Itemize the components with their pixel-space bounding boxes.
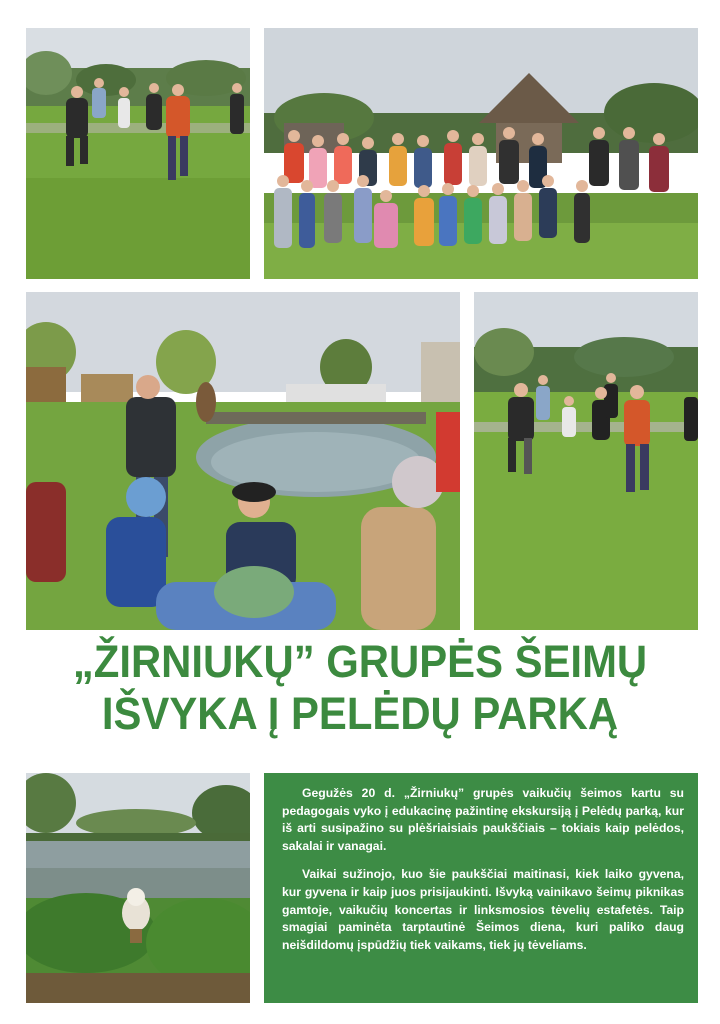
article-title: [0, 636, 720, 740]
article-paragraph-2: Vaikai sužinojo, kuo šie paukščiai maitinasi, kiek laiko gyvena, kur gyvena ir kaip juos prisijaukinti. Išvyką vainikavo šeimų piknikas gamtoje, vaikučių koncertas ir linksmosios tėvelių estafetės. Taip smagiai paminėta tarptautinė Šeimos diena, kuri paliko daug neišdildomų įspūdžių tiek vaikams, tiek jų tėveliams.: [282, 867, 684, 952]
photo-running-game-right: [474, 292, 698, 630]
article-paragraph-1: Gegužės 20 d. „Žirniukų” grupės vaikučių šeimos kartu su pedagogais vyko į edukacinę pažintinę ekskursiją į Pelėdų parką, kur iš arti susipažino su plėšriaisiais paukščiais – tokiais kaip pelėdos, sakalai ir vanagai.: [282, 786, 684, 853]
article-title-line-1: „ŽIRNIUKŲ” GRUPĖS ŠEIMŲ: [72, 636, 648, 687]
article-text-box: [264, 773, 698, 1003]
article-title-line-2: IŠVYKA Į PELĖDŲ PARKĄ: [101, 688, 619, 739]
photo-owl-pond: [26, 773, 250, 1003]
photo-running-game-top-left: [26, 28, 250, 279]
photo-falconer-pond: [26, 292, 460, 630]
photo-group-families: [264, 28, 698, 279]
